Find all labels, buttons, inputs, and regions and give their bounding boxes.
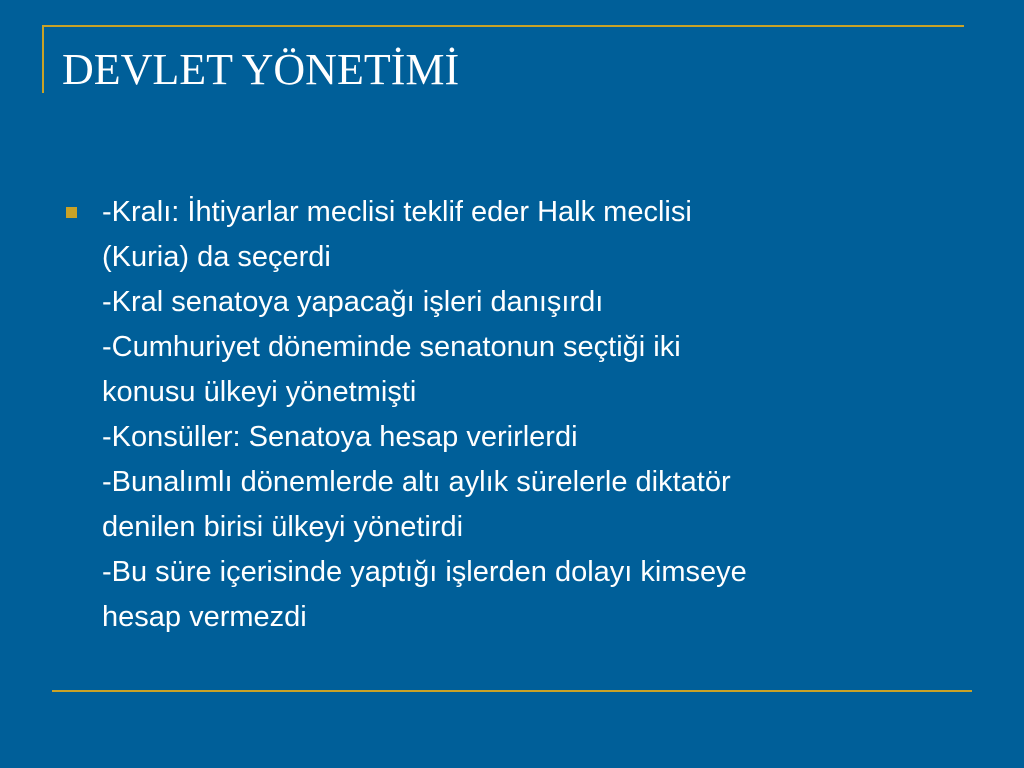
bullet-line: -Bu süre içerisinde yaptığı işlerden dolayı kimseye (102, 556, 747, 588)
bullet-text-block (102, 190, 962, 640)
bullet-line: -Cumhuriyet döneminde senatonun seçtiği iki (102, 331, 681, 363)
bullet-line: denilen birisi ülkeyi yönetirdi (102, 511, 464, 543)
bullet-line: -Konsüller: Senatoya hesap verirlerdi (102, 421, 578, 453)
bullet-line: -Kralı: İhtiyarlar meclisi teklif eder Halk meclisi (102, 196, 692, 228)
slide-title: DEVLET YÖNETİMİ (62, 45, 460, 94)
bullet-line: -Kral senatoya yapacağı işleri danışırdı (102, 286, 604, 318)
bullet-line: hesap vermezdi (102, 601, 307, 633)
bottom-divider-line (52, 690, 972, 692)
bullet-line: (Kuria) da seçerdi (102, 241, 331, 273)
bullet-line: konusu ülkeyi yönetmişti (102, 376, 417, 408)
square-bullet-icon (66, 207, 77, 218)
bullet-line: -Bunalımlı dönemlerde altı aylık sürelerle diktatör (102, 466, 731, 498)
top-divider-line (42, 25, 964, 27)
left-divider-line (42, 25, 44, 93)
